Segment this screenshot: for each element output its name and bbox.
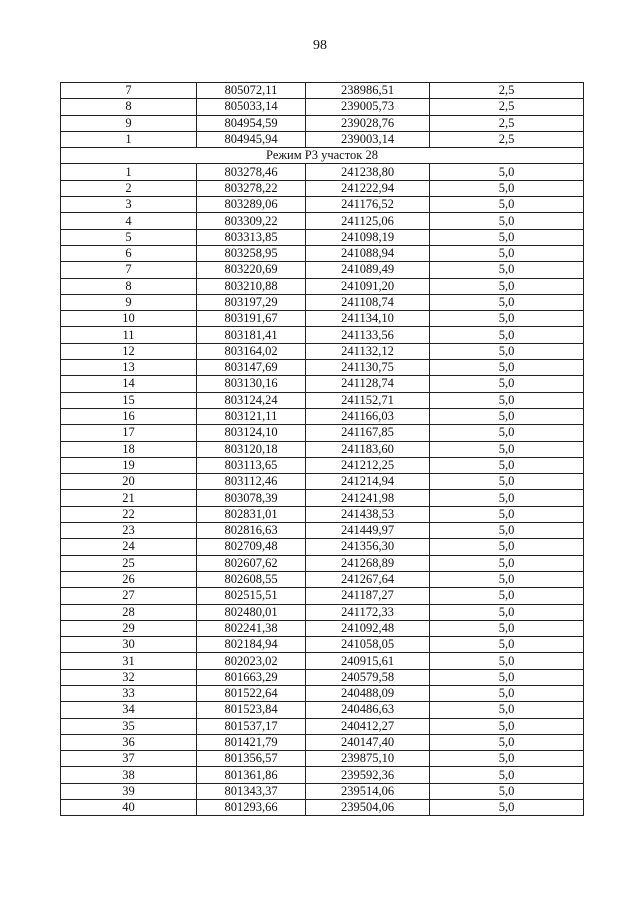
point-number-cell: 40: [61, 800, 197, 816]
y-coordinate-cell: 239003,14: [306, 131, 430, 147]
x-coordinate-cell: 803289,06: [197, 197, 306, 213]
table-row: [61, 376, 584, 392]
section-title: Режим Р3 участок 28: [61, 148, 584, 164]
y-coordinate-cell: 239875,10: [306, 751, 430, 767]
x-coordinate-cell: 803147,69: [197, 360, 306, 376]
table-row: [61, 620, 584, 636]
y-coordinate-cell: 239592,36: [306, 767, 430, 783]
accuracy-cell: 5,0: [430, 767, 584, 783]
accuracy-cell: 5,0: [430, 311, 584, 327]
y-coordinate-cell: 239504,06: [306, 800, 430, 816]
x-coordinate-cell: 801421,79: [197, 734, 306, 750]
table-row: [61, 685, 584, 701]
y-coordinate-cell: 241133,56: [306, 327, 430, 343]
point-number-cell: 37: [61, 751, 197, 767]
y-coordinate-cell: 241176,52: [306, 197, 430, 213]
x-coordinate-cell: 803113,65: [197, 457, 306, 473]
table-row: [61, 180, 584, 196]
point-number-cell: 1: [61, 131, 197, 147]
point-number-cell: 3: [61, 197, 197, 213]
table-row: [61, 506, 584, 522]
table-row: [61, 262, 584, 278]
accuracy-cell: 5,0: [430, 180, 584, 196]
y-coordinate-cell: 241172,33: [306, 604, 430, 620]
table-row: [61, 457, 584, 473]
accuracy-cell: 5,0: [430, 653, 584, 669]
table-row: [61, 392, 584, 408]
x-coordinate-cell: 804954,59: [197, 115, 306, 131]
point-number-cell: 19: [61, 457, 197, 473]
accuracy-cell: 5,0: [430, 800, 584, 816]
y-coordinate-cell: 241128,74: [306, 376, 430, 392]
table-row: [61, 311, 584, 327]
point-number-cell: 5: [61, 229, 197, 245]
x-coordinate-cell: 802709,48: [197, 539, 306, 555]
table-row: [61, 213, 584, 229]
point-number-cell: 2: [61, 180, 197, 196]
page-number: 98: [313, 38, 327, 53]
x-coordinate-cell: 805033,14: [197, 99, 306, 115]
y-coordinate-cell: 241187,27: [306, 588, 430, 604]
accuracy-cell: 5,0: [430, 490, 584, 506]
accuracy-cell: 5,0: [430, 294, 584, 310]
accuracy-cell: 5,0: [430, 343, 584, 359]
table-row: [61, 604, 584, 620]
accuracy-cell: 5,0: [430, 457, 584, 473]
x-coordinate-cell: 802023,02: [197, 653, 306, 669]
point-number-cell: 24: [61, 539, 197, 555]
x-coordinate-cell: 802241,38: [197, 620, 306, 636]
y-coordinate-cell: 241132,12: [306, 343, 430, 359]
x-coordinate-cell: 803181,41: [197, 327, 306, 343]
point-number-cell: 16: [61, 408, 197, 424]
accuracy-cell: 5,0: [430, 408, 584, 424]
x-coordinate-cell: 803278,22: [197, 180, 306, 196]
y-coordinate-cell: 240486,63: [306, 702, 430, 718]
y-coordinate-cell: 241092,48: [306, 620, 430, 636]
x-coordinate-cell: 802184,94: [197, 637, 306, 653]
point-number-cell: 10: [61, 311, 197, 327]
accuracy-cell: 5,0: [430, 751, 584, 767]
y-coordinate-cell: 240412,27: [306, 718, 430, 734]
x-coordinate-cell: 803112,46: [197, 474, 306, 490]
y-coordinate-cell: 241356,30: [306, 539, 430, 555]
y-coordinate-cell: 241438,53: [306, 506, 430, 522]
x-coordinate-cell: 805072,11: [197, 83, 306, 99]
point-number-cell: 34: [61, 702, 197, 718]
accuracy-cell: 2,5: [430, 131, 584, 147]
accuracy-cell: 5,0: [430, 539, 584, 555]
accuracy-cell: 5,0: [430, 506, 584, 522]
point-number-cell: 17: [61, 425, 197, 441]
x-coordinate-cell: 803197,29: [197, 294, 306, 310]
point-number-cell: 35: [61, 718, 197, 734]
point-number-cell: 11: [61, 327, 197, 343]
x-coordinate-cell: 803164,02: [197, 343, 306, 359]
x-coordinate-cell: 803210,88: [197, 278, 306, 294]
accuracy-cell: 5,0: [430, 620, 584, 636]
y-coordinate-cell: 241222,94: [306, 180, 430, 196]
point-number-cell: 18: [61, 441, 197, 457]
table-row: [61, 197, 584, 213]
y-coordinate-cell: 241152,71: [306, 392, 430, 408]
x-coordinate-cell: 803258,95: [197, 245, 306, 261]
accuracy-cell: 2,5: [430, 99, 584, 115]
point-number-cell: 7: [61, 262, 197, 278]
y-coordinate-cell: 241167,85: [306, 425, 430, 441]
accuracy-cell: 5,0: [430, 262, 584, 278]
point-number-cell: 39: [61, 783, 197, 799]
point-number-cell: 27: [61, 588, 197, 604]
y-coordinate-cell: 239514,06: [306, 783, 430, 799]
table-row: [61, 327, 584, 343]
point-number-cell: 20: [61, 474, 197, 490]
accuracy-cell: 5,0: [430, 734, 584, 750]
table-row: [61, 99, 584, 115]
x-coordinate-cell: 801523,84: [197, 702, 306, 718]
x-coordinate-cell: 803120,18: [197, 441, 306, 457]
point-number-cell: 8: [61, 278, 197, 294]
table-row: [61, 718, 584, 734]
table-row: [61, 474, 584, 490]
x-coordinate-cell: 803220,69: [197, 262, 306, 278]
table-row: [61, 343, 584, 359]
y-coordinate-cell: 241134,10: [306, 311, 430, 327]
table-row: [61, 83, 584, 99]
table-row: [61, 734, 584, 750]
y-coordinate-cell: 241089,49: [306, 262, 430, 278]
x-coordinate-cell: 802608,55: [197, 571, 306, 587]
accuracy-cell: 5,0: [430, 588, 584, 604]
accuracy-cell: 5,0: [430, 669, 584, 685]
point-number-cell: 21: [61, 490, 197, 506]
y-coordinate-cell: 241238,80: [306, 164, 430, 180]
y-coordinate-cell: 241214,94: [306, 474, 430, 490]
y-coordinate-cell: 238986,51: [306, 83, 430, 99]
point-number-cell: 23: [61, 523, 197, 539]
point-number-cell: 9: [61, 115, 197, 131]
x-coordinate-cell: 803124,24: [197, 392, 306, 408]
y-coordinate-cell: 240579,58: [306, 669, 430, 685]
point-number-cell: 1: [61, 164, 197, 180]
table-row: [61, 245, 584, 261]
point-number-cell: 14: [61, 376, 197, 392]
x-coordinate-cell: 801293,66: [197, 800, 306, 816]
accuracy-cell: 5,0: [430, 474, 584, 490]
table-row: [61, 408, 584, 424]
x-coordinate-cell: 801537,17: [197, 718, 306, 734]
table-row: [61, 294, 584, 310]
y-coordinate-cell: 241241,98: [306, 490, 430, 506]
coordinates-table-body: [61, 83, 584, 816]
x-coordinate-cell: 801343,37: [197, 783, 306, 799]
x-coordinate-cell: 803191,67: [197, 311, 306, 327]
point-number-cell: 30: [61, 637, 197, 653]
point-number-cell: 26: [61, 571, 197, 587]
accuracy-cell: 5,0: [430, 376, 584, 392]
table-row: [61, 523, 584, 539]
x-coordinate-cell: 802816,63: [197, 523, 306, 539]
accuracy-cell: 5,0: [430, 571, 584, 587]
accuracy-cell: 2,5: [430, 115, 584, 131]
point-number-cell: 25: [61, 555, 197, 571]
y-coordinate-cell: 240488,09: [306, 685, 430, 701]
table-row: [61, 164, 584, 180]
x-coordinate-cell: 803309,22: [197, 213, 306, 229]
point-number-cell: 36: [61, 734, 197, 750]
accuracy-cell: 5,0: [430, 360, 584, 376]
point-number-cell: 15: [61, 392, 197, 408]
accuracy-cell: 5,0: [430, 197, 584, 213]
table-row: [61, 571, 584, 587]
y-coordinate-cell: 241268,89: [306, 555, 430, 571]
accuracy-cell: 5,0: [430, 718, 584, 734]
point-number-cell: 22: [61, 506, 197, 522]
point-number-cell: 29: [61, 620, 197, 636]
y-coordinate-cell: 241267,64: [306, 571, 430, 587]
accuracy-cell: 5,0: [430, 637, 584, 653]
accuracy-cell: 5,0: [430, 229, 584, 245]
point-number-cell: 12: [61, 343, 197, 359]
x-coordinate-cell: 801356,57: [197, 751, 306, 767]
table-row: [61, 767, 584, 783]
x-coordinate-cell: 804945,94: [197, 131, 306, 147]
accuracy-cell: 5,0: [430, 392, 584, 408]
y-coordinate-cell: 241166,03: [306, 408, 430, 424]
y-coordinate-cell: 241183,60: [306, 441, 430, 457]
x-coordinate-cell: 803124,10: [197, 425, 306, 441]
x-coordinate-cell: 801522,64: [197, 685, 306, 701]
table-row: [61, 588, 584, 604]
point-number-cell: 13: [61, 360, 197, 376]
y-coordinate-cell: 241098,19: [306, 229, 430, 245]
x-coordinate-cell: 803278,46: [197, 164, 306, 180]
x-coordinate-cell: 803313,85: [197, 229, 306, 245]
table-row: [61, 800, 584, 816]
x-coordinate-cell: 801663,29: [197, 669, 306, 685]
y-coordinate-cell: 241058,05: [306, 637, 430, 653]
accuracy-cell: 5,0: [430, 327, 584, 343]
y-coordinate-cell: 241108,74: [306, 294, 430, 310]
accuracy-cell: 5,0: [430, 278, 584, 294]
point-number-cell: 38: [61, 767, 197, 783]
y-coordinate-cell: 241088,94: [306, 245, 430, 261]
point-number-cell: 7: [61, 83, 197, 99]
point-number-cell: 4: [61, 213, 197, 229]
y-coordinate-cell: 239028,76: [306, 115, 430, 131]
table-row: [61, 229, 584, 245]
table-row: [61, 702, 584, 718]
accuracy-cell: 5,0: [430, 702, 584, 718]
section-header-row: [61, 148, 584, 164]
point-number-cell: 33: [61, 685, 197, 701]
table-row: [61, 783, 584, 799]
point-number-cell: 31: [61, 653, 197, 669]
point-number-cell: 28: [61, 604, 197, 620]
x-coordinate-cell: 803130,16: [197, 376, 306, 392]
table-row: [61, 131, 584, 147]
x-coordinate-cell: 802515,51: [197, 588, 306, 604]
accuracy-cell: 5,0: [430, 783, 584, 799]
point-number-cell: 9: [61, 294, 197, 310]
table-row: [61, 441, 584, 457]
y-coordinate-cell: 241091,20: [306, 278, 430, 294]
table-row: [61, 539, 584, 555]
x-coordinate-cell: 802831,01: [197, 506, 306, 522]
table-row: [61, 669, 584, 685]
x-coordinate-cell: 802607,62: [197, 555, 306, 571]
y-coordinate-cell: 239005,73: [306, 99, 430, 115]
table-row: [61, 555, 584, 571]
x-coordinate-cell: 803121,11: [197, 408, 306, 424]
point-number-cell: 8: [61, 99, 197, 115]
x-coordinate-cell: 803078,39: [197, 490, 306, 506]
accuracy-cell: 5,0: [430, 164, 584, 180]
table-row: [61, 360, 584, 376]
x-coordinate-cell: 802480,01: [197, 604, 306, 620]
accuracy-cell: 5,0: [430, 213, 584, 229]
accuracy-cell: 5,0: [430, 555, 584, 571]
coordinates-table: [60, 82, 584, 816]
table-row: [61, 751, 584, 767]
accuracy-cell: 5,0: [430, 604, 584, 620]
accuracy-cell: 5,0: [430, 425, 584, 441]
table-row: [61, 278, 584, 294]
y-coordinate-cell: 241130,75: [306, 360, 430, 376]
table-row: [61, 637, 584, 653]
accuracy-cell: 5,0: [430, 523, 584, 539]
accuracy-cell: 5,0: [430, 245, 584, 261]
y-coordinate-cell: 240147,40: [306, 734, 430, 750]
table-row: [61, 653, 584, 669]
point-number-cell: 32: [61, 669, 197, 685]
y-coordinate-cell: 241212,25: [306, 457, 430, 473]
accuracy-cell: 5,0: [430, 685, 584, 701]
accuracy-cell: 2,5: [430, 83, 584, 99]
accuracy-cell: 5,0: [430, 441, 584, 457]
y-coordinate-cell: 241125,06: [306, 213, 430, 229]
y-coordinate-cell: 241449,97: [306, 523, 430, 539]
x-coordinate-cell: 801361,86: [197, 767, 306, 783]
point-number-cell: 6: [61, 245, 197, 261]
y-coordinate-cell: 240915,61: [306, 653, 430, 669]
table-row: [61, 490, 584, 506]
table-row: [61, 115, 584, 131]
table-row: [61, 425, 584, 441]
